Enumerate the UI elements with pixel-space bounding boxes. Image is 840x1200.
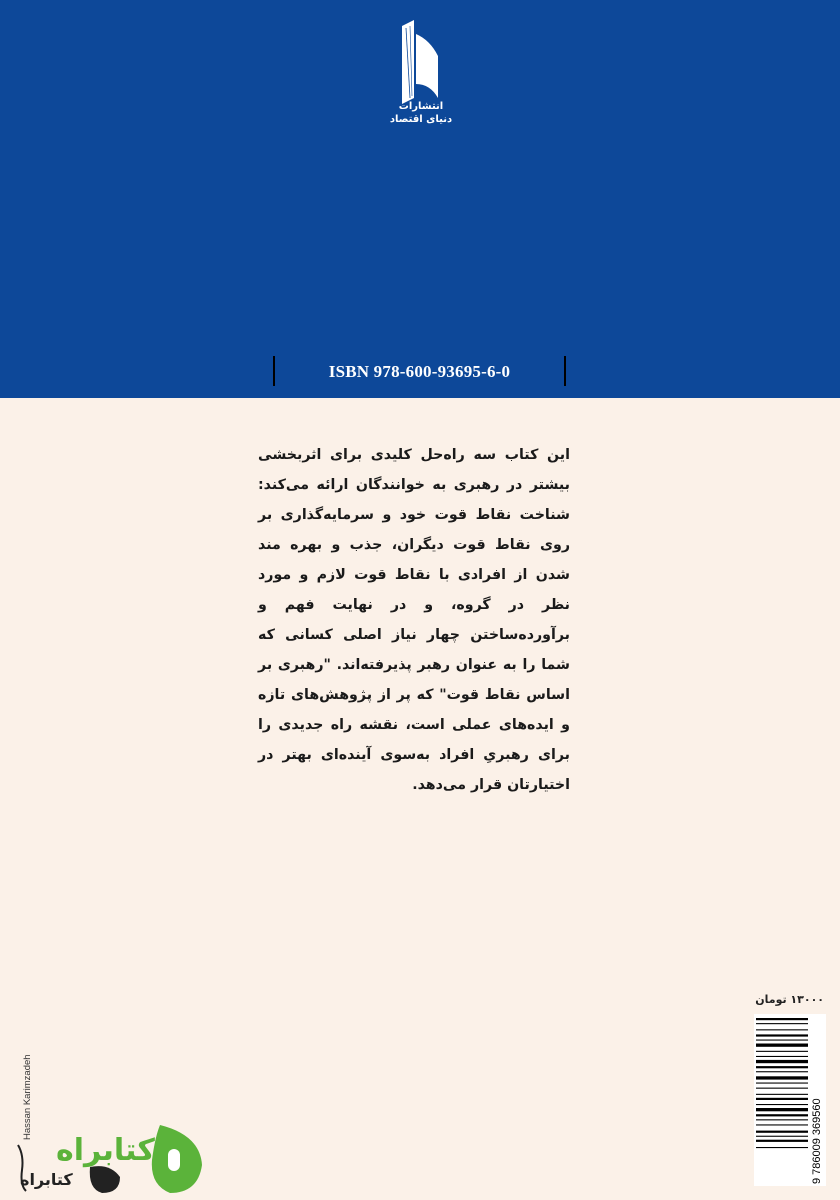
- barcode-bar: [756, 1094, 808, 1095]
- barcode-bar: [756, 1076, 808, 1079]
- barcode-bar: [756, 1104, 808, 1105]
- barcode-bar: [756, 1140, 808, 1142]
- barcode-number: 9 786009 369560: [811, 1098, 823, 1184]
- barcode-bar: [756, 1124, 808, 1125]
- barcode-bar: [756, 1040, 808, 1041]
- barcode-bar: [756, 1023, 808, 1024]
- isbn-box: [273, 356, 566, 386]
- barcode-bar: [756, 1114, 808, 1116]
- barcode-bar: [756, 1018, 808, 1020]
- barcode-bar: [756, 1071, 808, 1072]
- barcode-bar: [756, 1136, 808, 1137]
- barcode-bar: [756, 1056, 808, 1057]
- designer-name: Hassan Karimzadeh: [22, 1054, 33, 1140]
- blurb-paragraph: این کتاب سه راه‌حل کلیدی برای اثربخشی بیشتر در رهبری به خوانندگان ارائه می‌کند: شناخت نقاط قوت خود و سرمایه‌گذاری بر روی نقاط قوت دیگران، جذب و بهره مند شدن از افرادی با نقاط قوت لازم و مورد نظر در گروه، و در نهایت فهم و برآورده‌ساختن چهار نیاز اصلی کسانی که شما را به عنوان رهبر پذیرفته‌اند. "رهبری بر اساس نقاط قوت" که پر از پژوهش‌های تازه و ایده‌های عملی است، نقشه راه جدیدی را برای رهبریِ افراد به‌سوی آینده‌ای بهتر در اختیارتان قرار می‌دهد.: [258, 447, 570, 793]
- barcode-bar: [756, 1119, 808, 1120]
- barcode-bar: [756, 1108, 808, 1111]
- barcode-bar: [756, 1083, 808, 1084]
- barcode-bar: [756, 1044, 808, 1047]
- barcode-bar: [756, 1051, 808, 1052]
- barcode-bar: [756, 1098, 808, 1100]
- watermark-subtext: کتابراه: [20, 1170, 73, 1189]
- barcode-bar: [756, 1147, 808, 1148]
- barcode: [754, 1014, 826, 1186]
- cover-top-band: [0, 0, 840, 398]
- barcode-bar: [756, 1131, 808, 1133]
- publisher-name: [376, 100, 466, 126]
- back-cover-blurb: [258, 440, 570, 800]
- watermark-text: کتابراه: [56, 1133, 155, 1168]
- publisher-name-line2: دنیای اقتصاد: [389, 114, 453, 125]
- barcode-bar: [756, 1029, 808, 1030]
- barcode-bar: [756, 1066, 808, 1068]
- barcode-bar: [756, 1060, 808, 1063]
- barcode-bar: [756, 1088, 808, 1089]
- barcode-bar: [756, 1034, 808, 1036]
- price-label: ۱۳۰۰۰ تومان: [755, 993, 824, 1006]
- publisher-name-line1: انتشارات: [398, 101, 444, 112]
- isbn-text: ISBN 978-600-93695-6-0: [328, 362, 511, 381]
- barcode-graphic: [754, 1014, 826, 1186]
